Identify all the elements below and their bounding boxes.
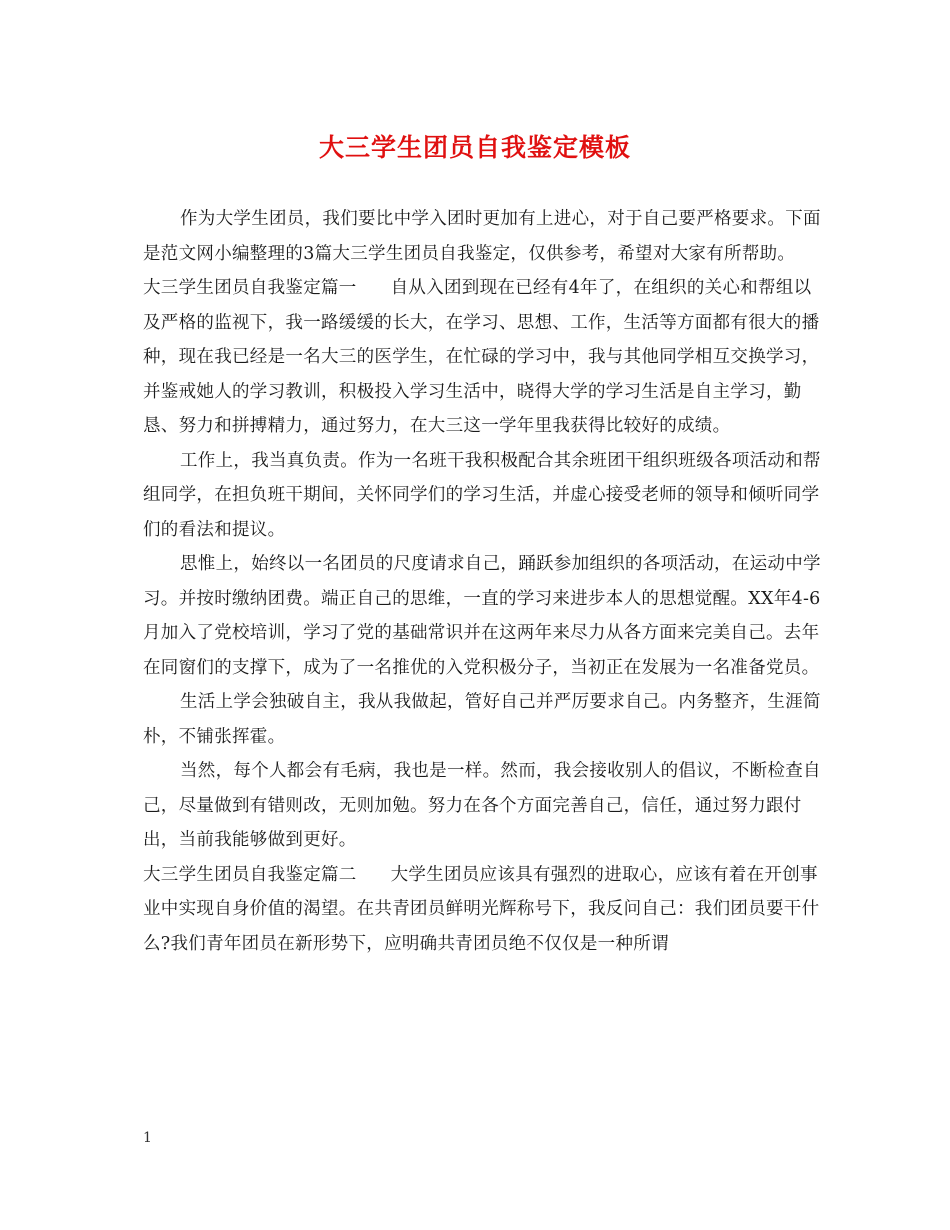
work-paragraph: 工作上，我当真负责。作为一名班干我积极配合其余班团干组织班级各项活动和帮组同学，在担负班干期间，关怀同学们的学习生活，并虚心接受老师的领导和倾听同学们的看法和提议。 <box>143 450 821 540</box>
section-two-paragraph <box>143 858 823 962</box>
section-two-text: 大学生团员应该具有强烈的进取心，应该有着在开创事业中实现自身价值的渴望。在共青团员鲜明光辉称号下，我反问自己：我们团员要干什么?我们青年团员在新形势下，应明确共青团员绝不仅仅是一种所谓 <box>143 864 820 954</box>
thought-paragraph: 思惟上，始终以一名团员的尺度请求自己，踊跃参加组织的各项活动，在运动中学习。并按时缴纳团费。端正自己的思维，一直的学习来进步本人的思想觉醒。XX年4-6月加入了党校培训，学习了党的基础常识并在这两年来尽力从各方面来完美自己。去年在同窗们的支撑下，成为了一名推优的入党积极分子，当初正在发展为一名准备党员。 <box>143 554 821 678</box>
intro-paragraph: 作为大学生团员，我们要比中学入团时更加有上进心，对于自己要严格要求。下面是范文网小编整理的3篇大三学生团员自我鉴定，仅供参考，希望对大家有所帮助。 <box>143 209 821 264</box>
shortcomings-paragraph: 当然，每个人都会有毛病，我也是一样。然而，我会接收别人的倡议，不断检查自己，尽量做到有错则改，无则加勉。努力在各个方面完善自己，信任，通过努力跟付出，当前我能够做到更好。 <box>143 761 821 850</box>
document-body <box>143 202 823 961</box>
section-one-paragraph <box>143 271 823 444</box>
section-one-text: 自从入团到现在已经有4年了，在组织的关心和帮组以及严格的监视下，我一路缓缓的长大，在学习、思想、工作，生活等方面都有很大的播种，现在我已经是一名大三的医学生，在忙碌的学习中，我与其他同学相互交换学习，并鉴戒她人的学习教训，积极投入学习生活中，晓得大学的学习生活是自主学习，勤恳、努力和拼搏精力，通过努力，在大三这一学年里我获得比较好的成绩。 <box>143 278 820 436</box>
section-one-heading: 大三学生团员自我鉴定篇一 <box>143 278 357 298</box>
section-two-heading: 大三学生团员自我鉴定篇二 <box>143 864 357 885</box>
document-title: 大三学生团员自我鉴定模板 <box>318 133 631 162</box>
page-number: 1 <box>143 1130 152 1146</box>
life-paragraph: 生活上学会独破自主，我从我做起，管好自己并严厉要求自己。内务整齐，生涯简朴，不铺张挥霍。 <box>143 692 821 747</box>
